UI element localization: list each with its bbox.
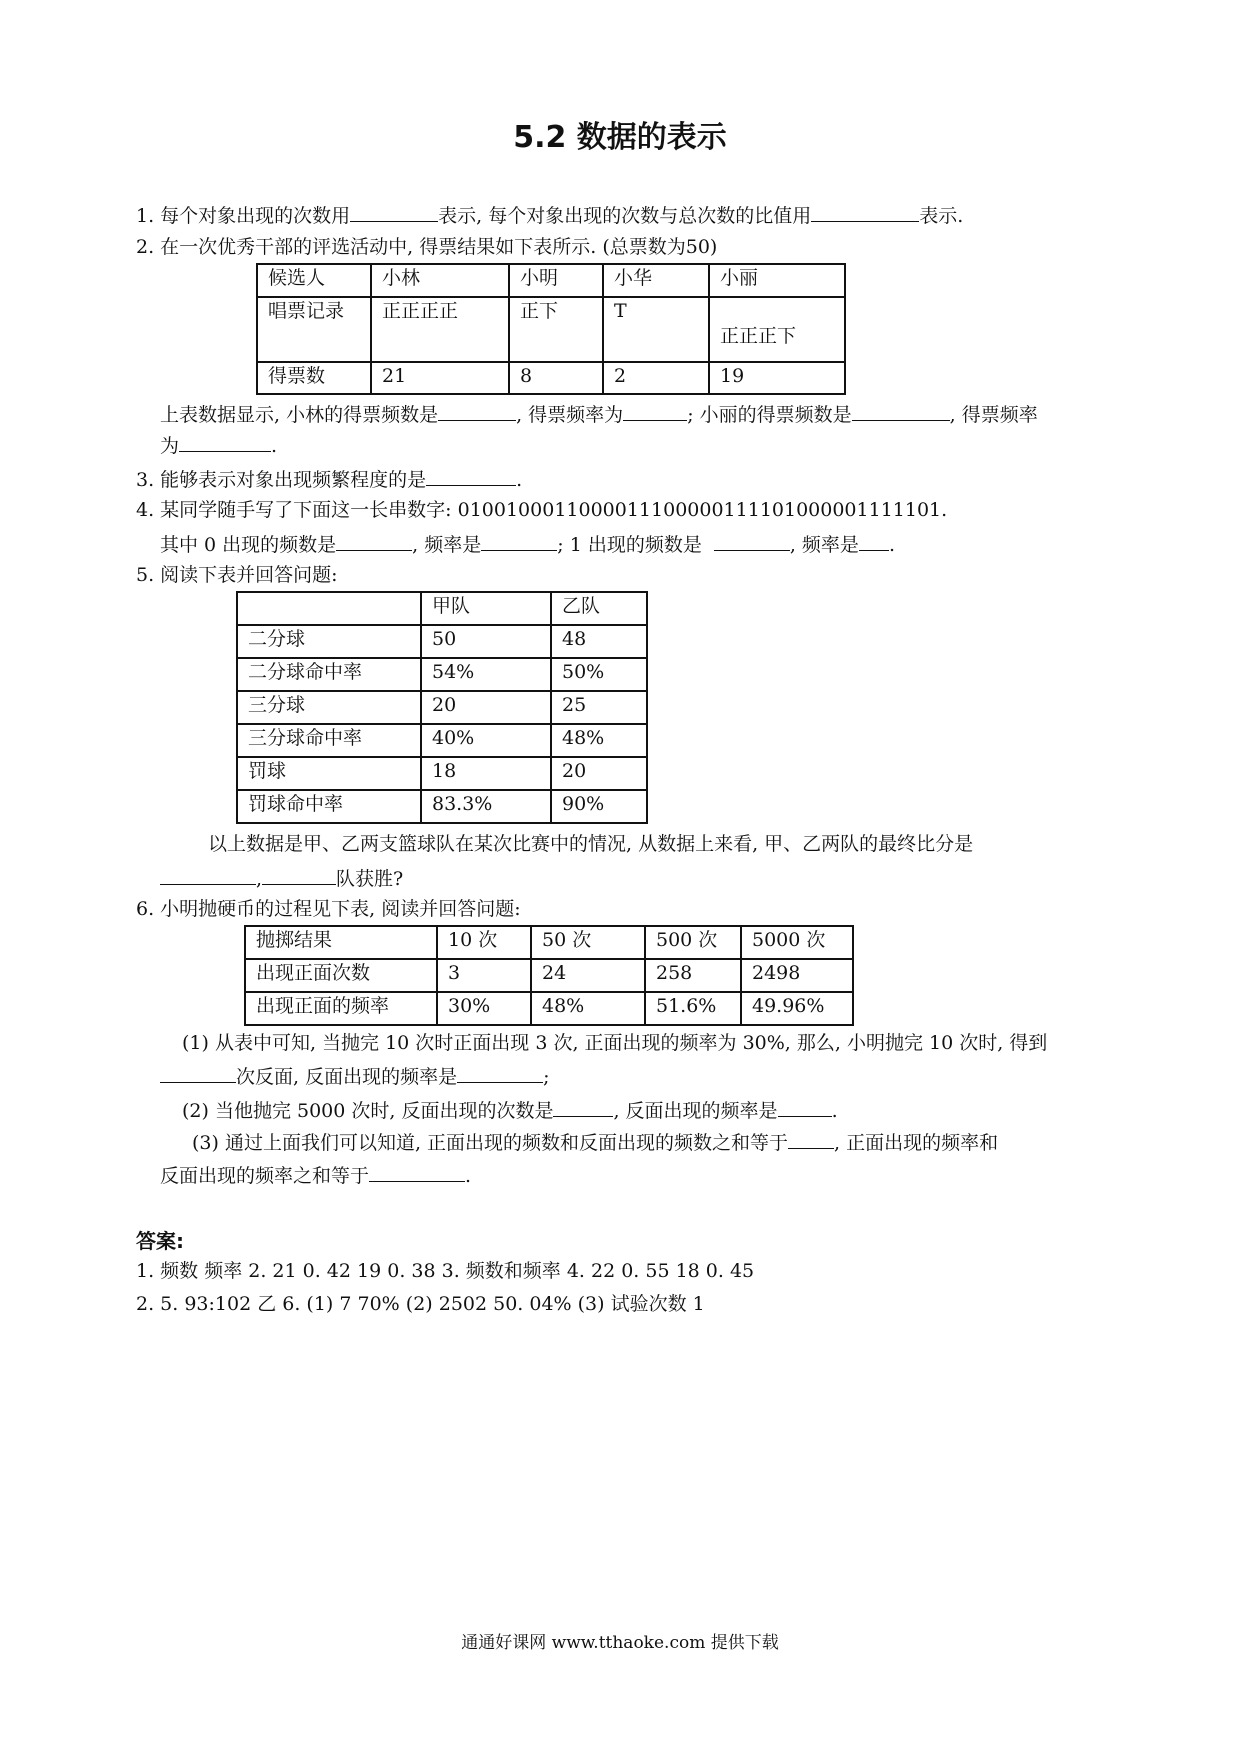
basketball-value-cell: 50% [551, 658, 647, 691]
q2-blank [623, 400, 687, 421]
basketball-row [237, 625, 647, 658]
question-6-part-3-line-2 [160, 1161, 471, 1189]
basketball-value-cell: 54% [421, 658, 551, 691]
question-6-part-1-line-2 [160, 1062, 550, 1090]
question-6-part-2 [182, 1096, 838, 1124]
q6-blank [160, 1062, 236, 1083]
q4-text: 其中 0 出现的频数是 [160, 534, 337, 556]
vote-table [256, 263, 846, 395]
q2-text: . [271, 435, 278, 457]
coin-value-cell: 24 [531, 959, 645, 992]
question-6-part-3-line-1 [192, 1128, 998, 1156]
q4-blank [336, 530, 412, 551]
basketball-value-cell: 25 [551, 691, 647, 724]
question-6-intro: 6. 小明抛硬币的过程见下表, 阅读并回答问题: [136, 898, 521, 920]
vote-table-row [257, 362, 845, 394]
q3-text: . [516, 469, 523, 491]
vote-count-cell: 21 [371, 362, 509, 394]
answers-line-1: 1. 频数 频率 2. 21 0. 42 19 0. 38 3. 频数和频率 4. 22 0. 55 18 0. 45 [136, 1260, 755, 1282]
q2-text: ; 小丽的得票频数是 [687, 404, 852, 426]
q1-text-2: 表示, 每个对象出现的次数与总次数的比值用 [438, 205, 812, 227]
vote-tally-cell: T [603, 297, 709, 362]
vote-header-cell: 小丽 [709, 264, 845, 297]
coin-value-cell: 49.96% [741, 992, 853, 1025]
q2-text: 上表数据显示, 小林的得票频数是 [160, 404, 439, 426]
question-2-line-a [160, 400, 1038, 428]
q6-blank [778, 1096, 832, 1117]
q4-text: ; 1 出现的频数是 [557, 534, 702, 556]
basketball-row [237, 790, 647, 823]
question-3 [136, 465, 522, 493]
basketball-label-cell: 二分球 [237, 625, 421, 658]
question-4-line-1: 4. 某同学随手写了下面这一长串数字: 0100100011000011100000111101000001111101. [136, 499, 948, 521]
q5-blank [160, 864, 256, 885]
basketball-row [237, 757, 647, 790]
coin-value-cell: 2498 [741, 959, 853, 992]
coin-label-cell: 出现正面的频率 [245, 992, 437, 1025]
q4-blank [481, 530, 557, 551]
coin-value-cell: 48% [531, 992, 645, 1025]
vote-tally-cell: 正正正下 [709, 297, 845, 362]
q6-text: . [831, 1100, 838, 1122]
q5-text: , [256, 868, 263, 890]
q4-blank [859, 530, 889, 551]
basketball-row [237, 691, 647, 724]
q6-blank [369, 1161, 465, 1182]
q6-blank [457, 1062, 543, 1083]
q6-text: 反面出现的频率之和等于 [160, 1165, 370, 1187]
question-4-line-2 [160, 530, 895, 558]
footer-source: 通通好课网 www.tthaoke.com 提供下载 [461, 1633, 779, 1653]
question-6-part-1-line-1: (1) 从表中可知, 当抛完 10 次时正面出现 3 次, 正面出现的频率为 30%, 那么, 小明抛完 10 次时, 得到 [182, 1032, 1048, 1054]
q2-text: , 得票频率 [949, 404, 1038, 426]
question-1 [136, 201, 963, 229]
coin-header-cell: 抛掷结果 [245, 926, 437, 959]
basketball-row [237, 658, 647, 691]
basketball-row [237, 724, 647, 757]
coin-value-cell: 51.6% [645, 992, 741, 1025]
coin-label-cell: 出现正面次数 [245, 959, 437, 992]
q6-text: ; [543, 1066, 550, 1088]
vote-count-cell: 8 [509, 362, 603, 394]
basketball-value-cell: 48% [551, 724, 647, 757]
q3-blank [426, 465, 516, 486]
q2-blank [438, 400, 516, 421]
vote-header-cell: 候选人 [257, 264, 371, 297]
basketball-label-cell: 三分球 [237, 691, 421, 724]
basketball-value-cell: 90% [551, 790, 647, 823]
q4-text: . [888, 534, 895, 556]
q2-blank [179, 431, 271, 452]
q5-blank [262, 864, 336, 885]
basketball-table [236, 591, 648, 824]
answers-heading: 答案: [136, 1229, 184, 1253]
coin-row [245, 992, 853, 1025]
vote-count-cell: 19 [709, 362, 845, 394]
coin-table [244, 925, 854, 1026]
basketball-header-cell: 甲队 [421, 592, 551, 625]
vote-header-cell: 小华 [603, 264, 709, 297]
coin-row [245, 926, 853, 959]
q6-text: , 正面出现的频率和 [834, 1132, 999, 1154]
basketball-label-cell: 二分球命中率 [237, 658, 421, 691]
q6-text: 次反面, 反面出现的频率是 [236, 1066, 458, 1088]
vote-tally-cell: 正正正正 [371, 297, 509, 362]
coin-header-cell: 5000 次 [741, 926, 853, 959]
question-5-intro: 5. 阅读下表并回答问题: [136, 564, 338, 586]
basketball-label-cell: 罚球 [237, 757, 421, 790]
coin-header-cell: 500 次 [645, 926, 741, 959]
coin-value-cell: 30% [437, 992, 531, 1025]
basketball-value-cell: 20 [421, 691, 551, 724]
vote-table-row [257, 264, 845, 297]
coin-value-cell: 258 [645, 959, 741, 992]
vote-cell: 唱票记录 [257, 297, 371, 362]
basketball-header-cell: 乙队 [551, 592, 647, 625]
coin-value-cell: 3 [437, 959, 531, 992]
question-2-intro: 2. 在一次优秀干部的评选活动中, 得票结果如下表所示. (总票数为50) [136, 236, 718, 258]
coin-row [245, 959, 853, 992]
q1-text-1: 1. 每个对象出现的次数用 [136, 205, 351, 227]
basketball-label-cell: 三分球命中率 [237, 724, 421, 757]
q3-text: 3. 能够表示对象出现频繁程度的是 [136, 469, 427, 491]
basketball-header-cell [237, 592, 421, 625]
q1-blank-2 [811, 201, 919, 222]
q5-text: 队获胜? [336, 868, 404, 890]
question-5-line-2 [160, 864, 403, 892]
basketball-value-cell: 40% [421, 724, 551, 757]
vote-table-row [257, 297, 845, 362]
page-title: 5.2 数据的表示 [513, 120, 727, 155]
q4-blank [714, 530, 790, 551]
q6-text: (3) 通过上面我们可以知道, 正面出现的频数和反面出现的频数之和等于 [192, 1132, 789, 1154]
basketball-row [237, 592, 647, 625]
coin-header-cell: 10 次 [437, 926, 531, 959]
vote-header-cell: 小明 [509, 264, 603, 297]
question-2-line-b [160, 431, 277, 459]
vote-header-cell: 小林 [371, 264, 509, 297]
question-5-line-1: 以上数据是甲、乙两支篮球队在某次比赛中的情况, 从数据上来看, 甲、乙两队的最终比分是 [208, 833, 974, 855]
q6-text: (2) 当他抛完 5000 次时, 反面出现的次数是 [182, 1100, 554, 1122]
q6-text: . [465, 1165, 472, 1187]
vote-tally-cell: 正下 [509, 297, 603, 362]
q1-text-3: 表示. [919, 205, 964, 227]
q6-blank [553, 1096, 613, 1117]
basketball-label-cell: 罚球命中率 [237, 790, 421, 823]
q6-text: , 反面出现的频率是 [613, 1100, 778, 1122]
q2-blank [852, 400, 950, 421]
basketball-value-cell: 18 [421, 757, 551, 790]
q6-blank [788, 1128, 834, 1149]
basketball-value-cell: 83.3% [421, 790, 551, 823]
basketball-value-cell: 50 [421, 625, 551, 658]
q1-blank-1 [350, 201, 438, 222]
coin-header-cell: 50 次 [531, 926, 645, 959]
q2-text: , 得票频率为 [516, 404, 624, 426]
vote-cell: 得票数 [257, 362, 371, 394]
q4-text: , 频率是 [412, 534, 482, 556]
vote-count-cell: 2 [603, 362, 709, 394]
basketball-value-cell: 20 [551, 757, 647, 790]
answers-line-2: 2. 5. 93:102 乙 6. (1) 7 70% (2) 2502 50. 04% (3) 试验次数 1 [136, 1293, 705, 1315]
q2-text: 为 [160, 435, 180, 457]
q4-text: , 频率是 [789, 534, 859, 556]
basketball-value-cell: 48 [551, 625, 647, 658]
